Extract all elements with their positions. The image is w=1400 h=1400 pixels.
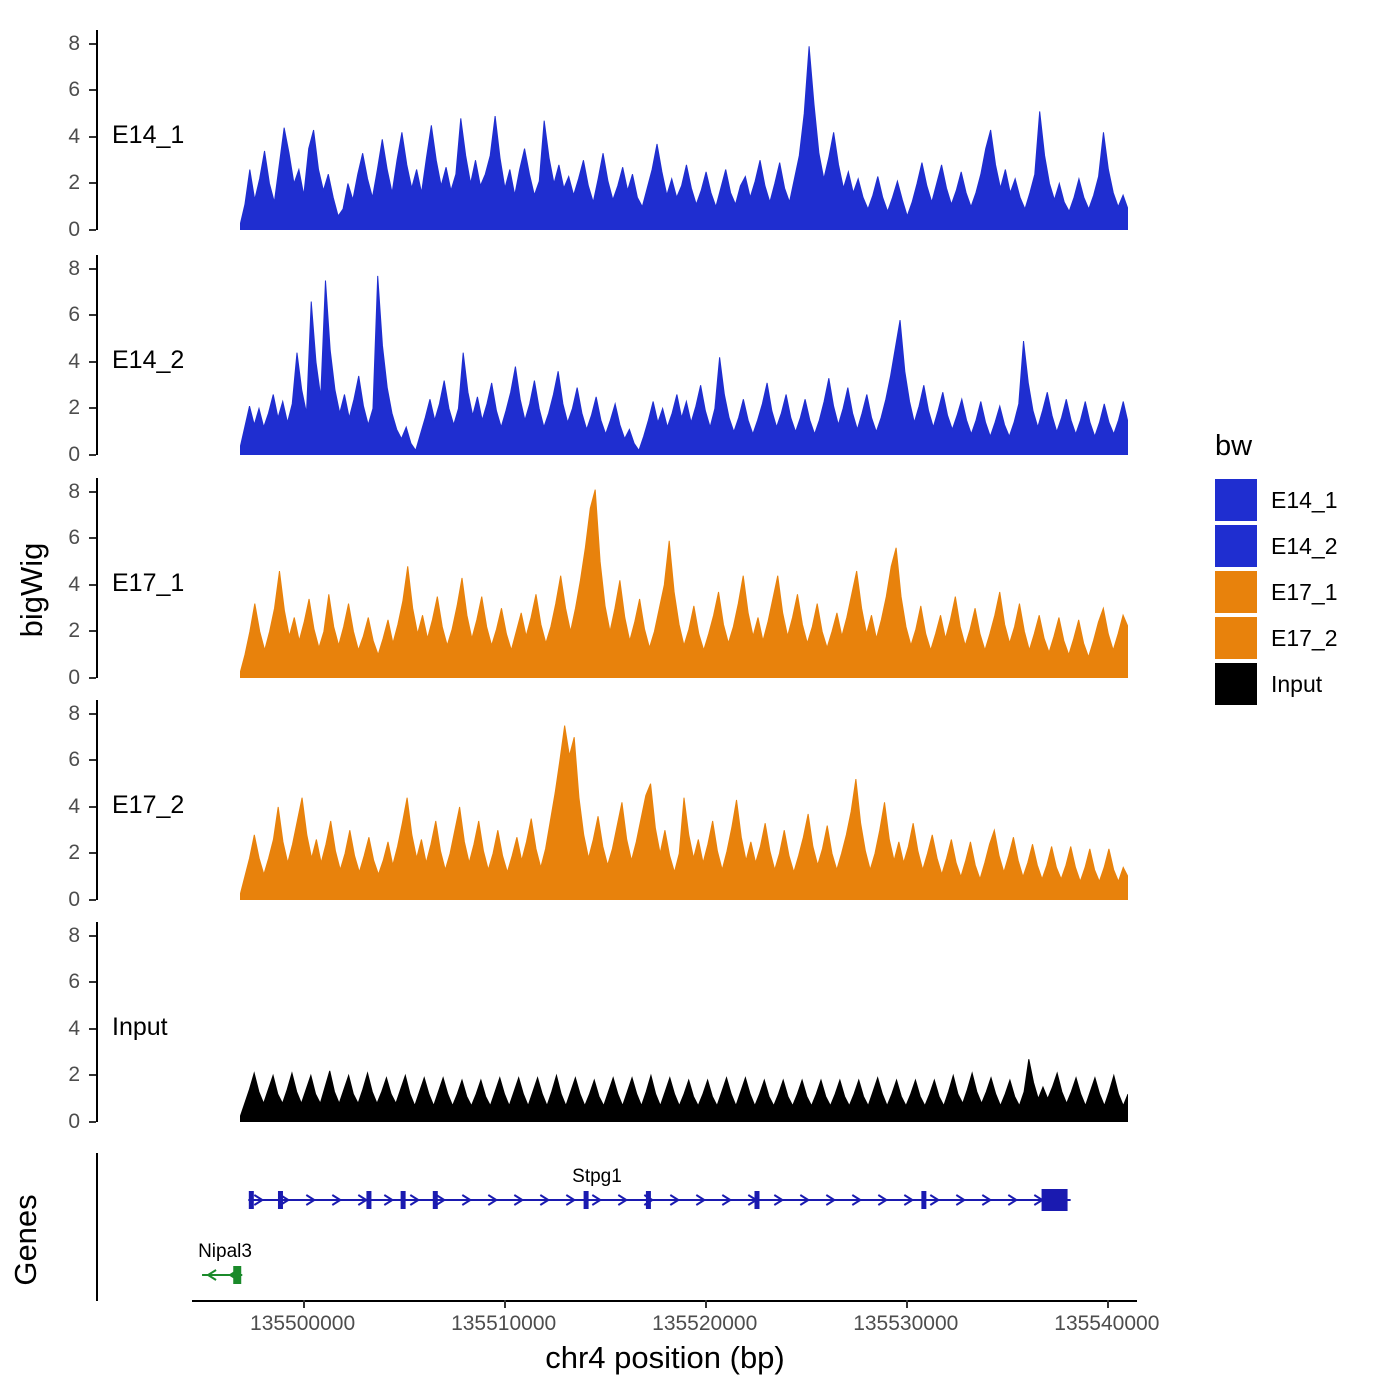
x-tick-mark [906,1300,908,1308]
y-tick-label: 2 [68,171,80,195]
y-tick-label: 0 [68,1110,80,1133]
y-tick-mark [89,454,96,456]
track-panel-e17_2 [0,700,1200,911]
y-tick-label: 6 [68,970,80,994]
gene-exon [278,1191,283,1209]
track-panel-input [0,922,1200,1133]
gene-exon [249,1191,254,1209]
y-axis-line [96,30,98,230]
gene-exon [233,1266,241,1284]
x-axis-line [192,1300,1137,1302]
legend [1215,430,1390,707]
y-tick-label: 2 [68,841,80,865]
gene-exon [433,1191,438,1209]
y-tick-mark [89,935,96,937]
y-tick-mark [89,314,96,316]
track-panel-e14_2 [0,255,1200,466]
x-tick-label: 135530000 [853,1312,959,1335]
y-axis-line [96,700,98,900]
x-tick-mark [705,1300,707,1308]
y-tick-mark [89,759,96,761]
y-tick-mark [89,852,96,854]
y-tick-label: 8 [68,701,80,725]
y-tick-label: 8 [68,31,80,55]
y-tick-mark [89,491,96,493]
y-tick-mark [89,89,96,91]
y-axis-line [96,478,98,678]
y-tick-label: 8 [68,256,80,280]
y-tick-label: 4 [68,124,80,148]
y-tick-label: 0 [68,666,80,689]
legend-item-e17_2[interactable] [1215,615,1390,661]
legend-label: Input [1271,670,1323,697]
genes-axis-line [96,1153,98,1301]
y-tick-mark [89,136,96,138]
y-tick-label: 4 [68,349,80,373]
y-tick-mark [89,713,96,715]
signal-area-e14_2 [240,255,1128,455]
y-tick-mark [89,1074,96,1076]
track-panel-e14_1 [0,30,1200,241]
y-tick-mark [89,1028,96,1030]
track-label-e14_2: E14_2 [112,345,185,374]
y-tick-mark [89,981,96,983]
y-tick-label: 0 [68,443,80,466]
legend-label: E14_2 [1271,532,1338,559]
y-tick-label: 6 [68,78,80,102]
x-axis [0,1300,1200,1340]
y-tick-label: 2 [68,396,80,420]
gene-label-stpg1: Stpg1 [572,1166,622,1187]
gene-track-panel [0,1145,1200,1310]
legend-item-input[interactable] [1215,661,1390,707]
track-label-input: Input [112,1012,168,1041]
y-axis-title: bigWig [14,542,49,638]
legend-swatch [1215,479,1257,521]
signal-area-input [240,922,1128,1122]
legend-swatch [1215,571,1257,613]
legend-item-e14_2[interactable] [1215,523,1390,569]
gene-exon [646,1191,651,1209]
y-axis-line [96,922,98,1122]
x-tick-label: 135540000 [1054,1312,1160,1335]
y-tick-mark [89,806,96,808]
track-panel-e17_1 [0,478,1200,689]
legend-items [1215,477,1390,707]
y-tick-label: 2 [68,1063,80,1087]
gene-exon [754,1191,759,1209]
y-tick-mark [89,43,96,45]
legend-label: E14_1 [1271,486,1338,513]
signal-area-e17_2 [240,700,1128,900]
y-tick-mark [89,584,96,586]
y-tick-label: 2 [68,619,80,643]
x-axis-title: chr4 position (bp) [545,1340,785,1375]
gene-exon [1042,1189,1068,1211]
legend-swatch [1215,663,1257,705]
x-tick-label: 135510000 [451,1312,557,1335]
legend-label: E17_1 [1271,578,1338,605]
y-tick-label: 6 [68,303,80,327]
y-tick-mark [89,407,96,409]
y-tick-mark [89,229,96,231]
y-tick-mark [89,677,96,679]
y-tick-mark [89,361,96,363]
gene-label-nipal3: Nipal3 [198,1241,252,1262]
y-tick-mark [89,182,96,184]
y-tick-mark [89,268,96,270]
gene-exon [401,1191,406,1209]
y-tick-mark [89,899,96,901]
y-tick-label: 4 [68,794,80,818]
legend-title: bw [1215,430,1253,462]
track-label-e17_2: E17_2 [112,790,185,819]
gene-exon [366,1191,371,1209]
y-tick-label: 8 [68,479,80,503]
signal-area-e14_1 [240,30,1128,230]
y-tick-label: 0 [68,218,80,241]
x-tick-label: 135500000 [250,1312,356,1335]
y-tick-label: 4 [68,1016,80,1040]
x-tick-mark [303,1300,305,1308]
legend-swatch [1215,525,1257,567]
track-label-e17_1: E17_1 [112,568,185,597]
gene-exon [584,1191,589,1209]
x-tick-mark [504,1300,506,1308]
gene-exon [921,1191,926,1209]
legend-item-e17_1[interactable] [1215,569,1390,615]
y-tick-label: 6 [68,526,80,550]
y-tick-mark [89,630,96,632]
y-tick-mark [89,1121,96,1123]
legend-item-e14_1[interactable] [1215,477,1390,523]
y-axis-line [96,255,98,455]
legend-swatch [1215,617,1257,659]
signal-area-e17_1 [240,478,1128,678]
y-tick-mark [89,537,96,539]
genes-axis-title: Genes [8,1194,43,1286]
legend-label: E17_2 [1271,624,1338,651]
track-label-e14_1: E14_1 [112,120,185,149]
y-tick-label: 8 [68,923,80,947]
x-tick-label: 135520000 [652,1312,758,1335]
x-tick-mark [1107,1300,1109,1308]
y-tick-label: 4 [68,572,80,596]
y-tick-label: 0 [68,888,80,911]
y-tick-label: 6 [68,748,80,772]
